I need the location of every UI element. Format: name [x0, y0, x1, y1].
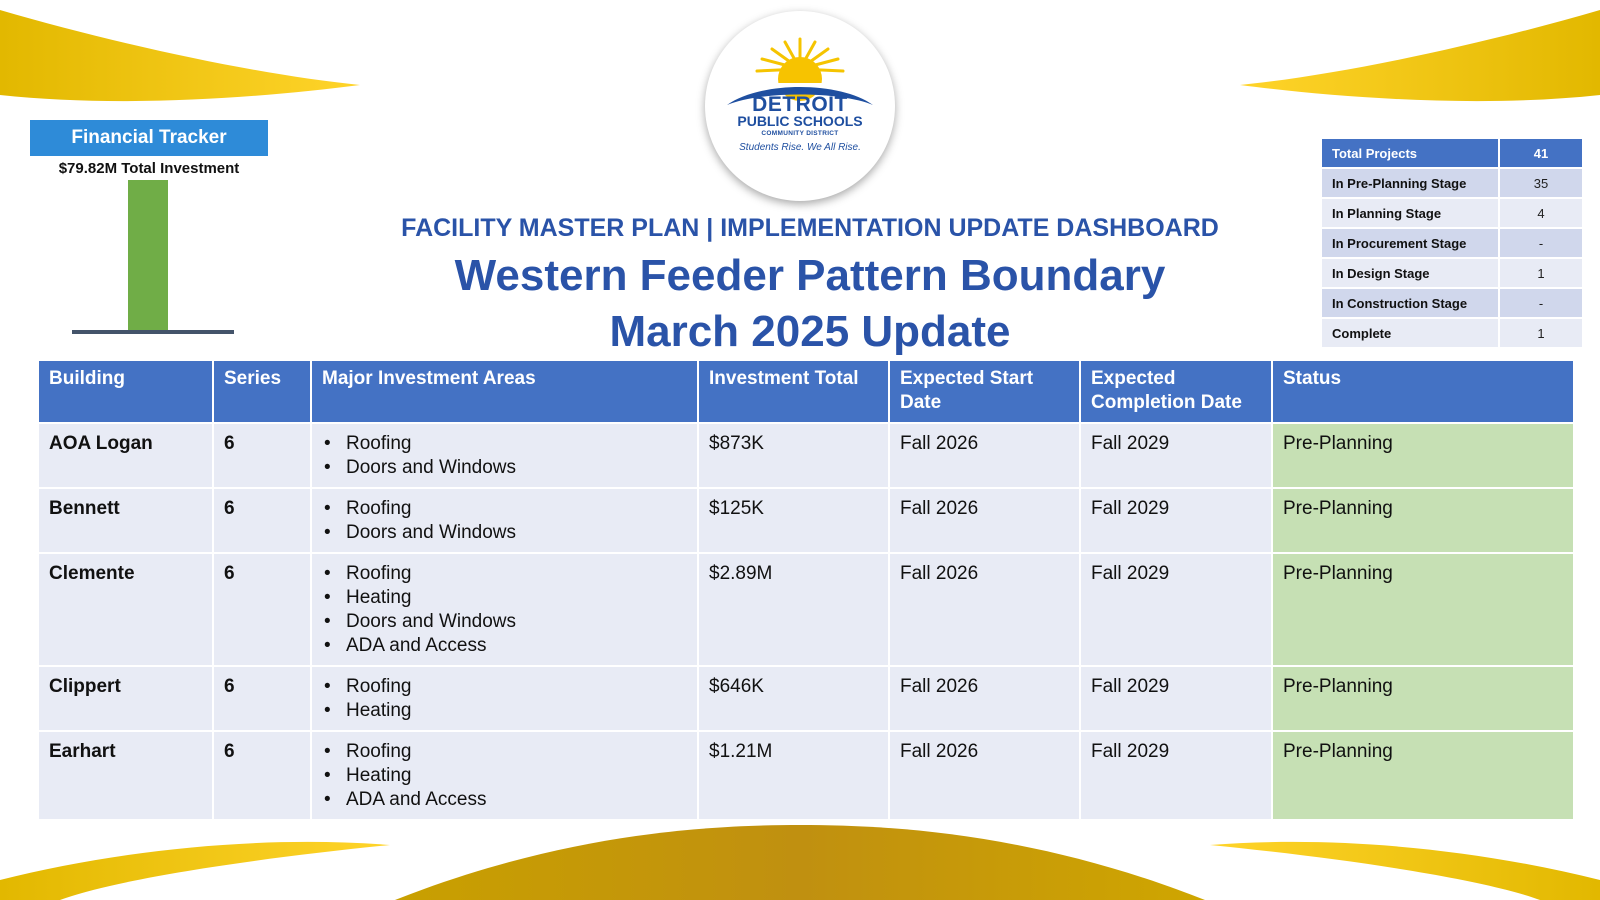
investment-area-item: • Roofing	[346, 432, 687, 456]
investment-areas-cell	[311, 666, 698, 731]
investment-areas-cell	[311, 488, 698, 553]
series-cell: 6	[213, 553, 311, 666]
start-date-cell: Fall 2026	[889, 666, 1080, 731]
investment-area-item: • Doors and Windows	[346, 610, 687, 634]
building-cell: Bennett	[38, 488, 213, 553]
column-header-completion-date: Expected Completion Date	[1080, 360, 1272, 423]
investment-total-cell: $646K	[698, 666, 889, 731]
investment-area-item: • ADA and Access	[346, 634, 687, 658]
page-title	[300, 248, 1320, 360]
status-cell: Pre-Planning	[1272, 731, 1574, 820]
stage-value: 4	[1499, 198, 1583, 228]
stage-row	[1321, 318, 1583, 348]
stage-value: 41	[1499, 138, 1583, 168]
chart-baseline	[72, 330, 234, 334]
investment-total-cell: $873K	[698, 423, 889, 488]
stage-label: Complete	[1321, 318, 1499, 348]
status-cell: Pre-Planning	[1272, 553, 1574, 666]
status-cell: Pre-Planning	[1272, 488, 1574, 553]
stage-row	[1321, 168, 1583, 198]
stage-summary-table	[1320, 137, 1584, 349]
completion-date-cell: Fall 2029	[1080, 731, 1272, 820]
table-row	[38, 423, 1574, 488]
column-header-start-date: Expected Start Date	[889, 360, 1080, 423]
stage-value: 1	[1499, 258, 1583, 288]
investment-area-item: • Heating	[346, 586, 687, 610]
completion-date-cell: Fall 2029	[1080, 488, 1272, 553]
building-cell: Clemente	[38, 553, 213, 666]
stage-label: Total Projects	[1321, 138, 1499, 168]
investment-total-cell: $2.89M	[698, 553, 889, 666]
table-row	[38, 731, 1574, 820]
investment-area-item: • Doors and Windows	[346, 521, 687, 545]
completion-date-cell: Fall 2029	[1080, 423, 1272, 488]
series-cell: 6	[213, 666, 311, 731]
investment-areas-cell	[311, 423, 698, 488]
status-cell: Pre-Planning	[1272, 423, 1574, 488]
completion-date-cell: Fall 2029	[1080, 666, 1272, 731]
stage-row	[1321, 258, 1583, 288]
investment-area-item: • Roofing	[346, 497, 687, 521]
logo-name-line3: COMMUNITY DISTRICT	[761, 130, 839, 137]
investment-area-item: • Heating	[346, 699, 687, 723]
stage-row	[1321, 288, 1583, 318]
investment-areas-cell	[311, 553, 698, 666]
financial-tracker-chart	[60, 176, 250, 336]
logo-name-line2: PUBLIC SCHOOLS	[737, 113, 863, 129]
investment-area-item: • Doors and Windows	[346, 456, 687, 480]
projects-table	[37, 359, 1575, 821]
column-header-series: Series	[213, 360, 311, 423]
stage-value: 1	[1499, 318, 1583, 348]
stage-row	[1321, 198, 1583, 228]
investment-bar	[128, 180, 168, 330]
investment-area-item: • ADA and Access	[346, 788, 687, 812]
table-header-row	[38, 360, 1574, 423]
status-cell: Pre-Planning	[1272, 666, 1574, 731]
building-cell: AOA Logan	[38, 423, 213, 488]
completion-date-cell: Fall 2029	[1080, 553, 1272, 666]
series-cell: 6	[213, 488, 311, 553]
table-row	[38, 553, 1574, 666]
investment-areas-cell	[311, 731, 698, 820]
stage-label: In Procurement Stage	[1321, 228, 1499, 258]
investment-total-cell: $125K	[698, 488, 889, 553]
district-logo	[705, 11, 895, 201]
stage-label: In Construction Stage	[1321, 288, 1499, 318]
logo-tagline: Students Rise. We All Rise.	[739, 142, 861, 153]
investment-area-item: • Roofing	[346, 675, 687, 699]
column-header-status: Status	[1272, 360, 1574, 423]
table-row	[38, 488, 1574, 553]
table-row	[38, 666, 1574, 731]
building-cell: Earhart	[38, 731, 213, 820]
series-cell: 6	[213, 423, 311, 488]
investment-area-item: • Roofing	[346, 562, 687, 586]
investment-area-item: • Heating	[346, 764, 687, 788]
column-header-investment-areas: Major Investment Areas	[311, 360, 698, 423]
title-line1: Western Feeder Pattern Boundary	[454, 251, 1166, 300]
building-cell: Clippert	[38, 666, 213, 731]
investment-area-item: • Roofing	[346, 740, 687, 764]
start-date-cell: Fall 2026	[889, 731, 1080, 820]
start-date-cell: Fall 2026	[889, 488, 1080, 553]
series-cell: 6	[213, 731, 311, 820]
dashboard-title: FACILITY MASTER PLAN | IMPLEMENTATION UPDATE DASHBOARD	[401, 214, 1219, 242]
title-line2: March 2025 Update	[609, 307, 1011, 356]
stage-value: -	[1499, 228, 1583, 258]
financial-tracker-title: Financial Tracker	[30, 120, 268, 156]
start-date-cell: Fall 2026	[889, 553, 1080, 666]
stage-label: In Design Stage	[1321, 258, 1499, 288]
stage-row	[1321, 138, 1583, 168]
logo-name-line1: DETROIT	[752, 93, 848, 116]
total-investment-label: $79.82M Total Investment	[58, 160, 240, 177]
stage-value: 35	[1499, 168, 1583, 198]
stage-value: -	[1499, 288, 1583, 318]
investment-total-cell: $1.21M	[698, 731, 889, 820]
stage-label: In Planning Stage	[1321, 198, 1499, 228]
stage-label: In Pre-Planning Stage	[1321, 168, 1499, 198]
stage-row	[1321, 228, 1583, 258]
column-header-investment-total: Investment Total	[698, 360, 889, 423]
start-date-cell: Fall 2026	[889, 423, 1080, 488]
column-header-building: Building	[38, 360, 213, 423]
